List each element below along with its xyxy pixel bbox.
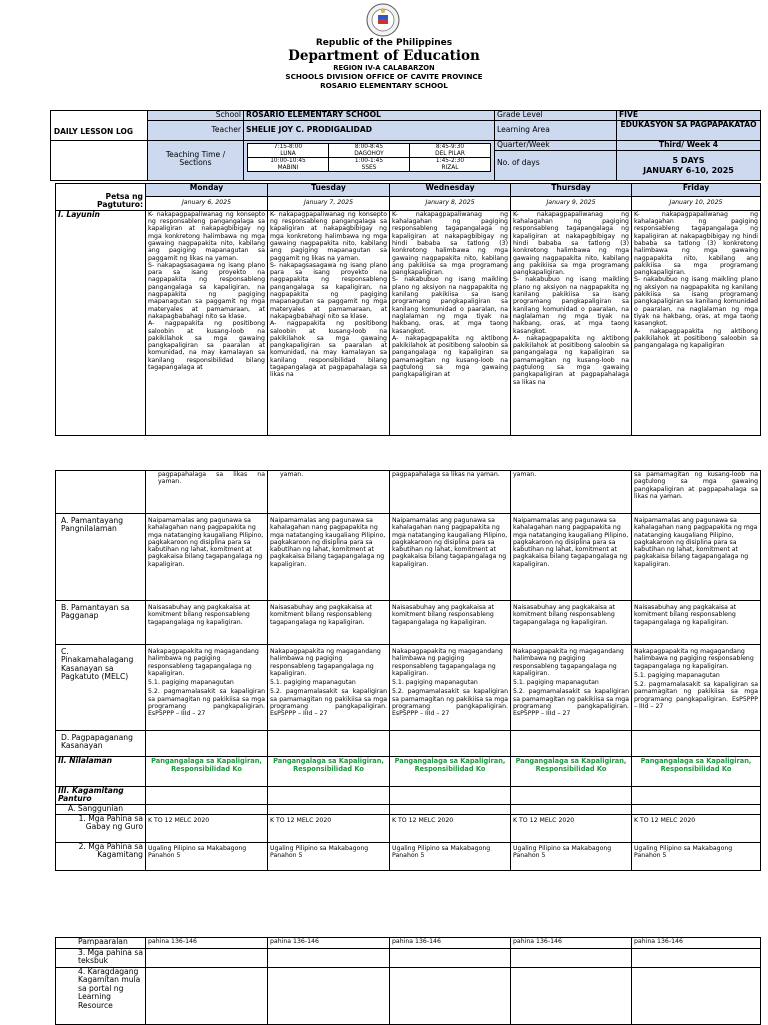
melc-cell	[268, 645, 390, 731]
pagpapaganang-label: D. Pagpapaganang Kasanayan	[56, 731, 146, 757]
department-title: Department of Education	[288, 48, 480, 64]
pahina-monday: pahina 136-146	[146, 938, 268, 949]
sched-time: 10:00-10:45	[270, 158, 306, 164]
nilalaman-wednesday: Pangangalaga sa Kapaligiran, Responsibilidad Ko	[390, 757, 511, 787]
kagamitang-wednesday: Ugaling Pilipino sa Makabagong Panahon 5	[390, 843, 511, 871]
kagamitang-monday: Ugaling Pilipino sa Makabagong Panahon 5	[146, 843, 268, 871]
date-monday: January 6, 2025	[146, 196, 268, 210]
sched-section: RIZAL	[441, 164, 459, 171]
teacher-value: SHELIE JOY C. PRODIGALIDAD	[244, 121, 495, 141]
sched-section: LUNA	[280, 150, 296, 157]
pamantayang-pang-tuesday: Naipamamalas ang pagunawa sa kahalagahan nang pagpapakita ng mga natatanging kaugaliang Pilipino, pagkakaroon ng disiplina para sa kabutihan ng lahat, komitment at pagkakaisa bilang tagapangalaga ng kapaligiran.	[268, 514, 390, 601]
melc-cell	[511, 645, 632, 731]
gabay-tuesday: K TO 12 MELC 2020	[268, 815, 390, 843]
nilalaman-tuesday: Pangangalaga sa Kapaligiran, Responsibilidad Ko	[268, 757, 390, 787]
grade-value: FIVE	[617, 111, 761, 121]
pamantayan-pag-friday: Naisasabuhay ang pagkakaisa at komitment bilang responsableng tagapangalaga ng kapaligiran.	[632, 601, 761, 645]
layunin-friday: K- nakapagpapaliwanag ng kahalagahan ng pagiging responsableng tagapangalaga ng kapaligiran at nakapagbibigay ng hindi bababa sa tatlong (3) konkretong halimbawa ng mga gawaing nagpapakita nito, kabilang ang pakikiisa sa mga programang pangkapaligiran. S- nakabubuo ng isang maikling plano ng aksiyon na nagpapakita ng kanilang pakikiisa sa isang programang pangkapaligiran sa kanilang komunidad o paaralan, na naglalaman ng mga tiyak na hakbang, oras, at mga taong kasangkot. A- nakapagpapakita ng aktibong pakikilahok at positibong saloobin sa pangangalaga ng kapaligiran	[632, 210, 761, 435]
melc-cell	[146, 645, 268, 731]
pamantayang-pang-wednesday: Naipamamalas ang pagunawa sa kahalagahan nang pagpapakita ng mga natatanging kaugaliang Pilipino, pagkakaroon ng disiplina para sa kabutihan ng lahat, komitment at pagkakaisa bilang tagapangalaga ng kapaligiran.	[390, 514, 511, 601]
layunin-thursday: K- nakapagpapaliwanag ng kahalagahan ng pagiging responsableng tagapangalaga ng kapaligiran at nakapagbibigay ng hindi bababa sa tatlong (3) konkretong halimbawa ng mga gawaing nagpapakita nito, kabilang ang pakikiisa sa mga programang pangkapaligiran. S- nakabubuo ng isang maikling plano ng aksiyon na nagpapakita ng kanilang pakikiisa sa isang programang pangkapaligiran sa kanilang komunidad o paaralan, na naglalaman ng mga tiyak na hakbang, oras, at mga taong kasangkot. A- nakapagpapakita ng aktibong pakikilahok at positibong saloobin sa pangangalaga ng kapaligiran sa pamamagitan ng kusang-loob na pagtulong sa mga gawaing pangkapaligiran at pagpapahalaga sa likas na	[511, 210, 632, 435]
republic-text: Republic of the Philippines	[315, 38, 453, 48]
lesson-table-3	[55, 937, 761, 1025]
pamantayang-pang-thursday: Naipamamalas ang pagunawa sa kahalagahan nang pagpapakita ng mga natatanging kaugaliang Pilipino, pagkakaroon ng disiplina para sa kabutihan ng lahat, komitment at pagkakaisa bilang tagapangalaga ng kapaligiran.	[511, 514, 632, 601]
melc-item-1: 5.1. pagiging mapanagutan	[634, 671, 720, 679]
day-friday: Friday	[632, 184, 761, 197]
karagdagang-label: 4. Karagdagang Kagamitan mula sa portal ng Learning Resource	[56, 968, 146, 1025]
school-label: School	[148, 111, 244, 121]
pamantayan-pag-tuesday: Naisasabuhay ang pagkakaisa at komitment bilang responsableng tagapangalaga ng kapaligiran.	[268, 601, 390, 645]
date-tuesday: January 7, 2025	[268, 196, 390, 210]
date-wednesday: January 8, 2025	[390, 196, 511, 210]
day-wednesday: Wednesday	[390, 184, 511, 197]
sched-section: MABINI	[277, 164, 299, 171]
sched-section: SSES	[361, 164, 377, 171]
gabay-friday: K TO 12 MELC 2020	[632, 815, 761, 843]
pahina-friday: pahina 136-146	[632, 938, 761, 949]
nilalaman-thursday: Pangangalaga sa Kapaligiran, Responsibilidad Ko	[511, 757, 632, 787]
layunin-cont-tuesday: yaman.	[268, 471, 390, 514]
sched-time: 7:15-8:00	[273, 144, 303, 150]
sched-time: 1:00-1:45	[354, 158, 384, 164]
day-tuesday: Tuesday	[268, 184, 390, 197]
melc-intro: Nakapagpapakita ng magagandang halimbawa ng pagiging responsableng tagapangalaga ng kapaligiran.	[634, 648, 754, 670]
melc-item-2: 5.2. pagmamalasakit sa kapaligiran sa pamamagitan ng pakikiisa sa mga programang pangkapaligiran. EsP5PPP – IIId – 27	[513, 688, 629, 718]
layunin-tuesday: K- nakapagpapaliwanag ng konsepto ng responsableng pangangalaga sa kapaligiran at nakapagbibigay ng mga konkretong halimbawa ng mga gawaing nagpapakita nito, kabilang ang pagiging mapanagutan sa paggamit ng likas na yaman. S- nakapagsasagawa ng isang plano para sa isang proyekto na nagpapakita ng responsableng pangangalaga sa kapaligiran, na nagpapakita ng pagiging mapanagutan sa paggamit ng mga materyales at pamamaraan, at nakapagbabahagi nito sa klase. A- nagpapakita ng positibong saloobin at kusang-loob na pakikilahok sa mga gawaing pangkapaligiran sa paaralan at komunidad, na may kamalayan sa kanilang responsibilidad bilang tagapangalaga at pagpapahalaga sa likas na	[268, 210, 390, 435]
pahina-thursday: pahina 136-146	[511, 938, 632, 949]
layunin-cont-friday: sa pamamagitan ng kusang-loob na pagtulong sa mga gawaing pangkapaligiran at pagpapahalaga sa likas na yaman.	[632, 471, 761, 514]
date-friday: January 10, 2025	[632, 196, 761, 210]
layunin-cont-monday: pagpapahalaga sa likas na yaman.	[146, 471, 268, 514]
layunin-label: I. Layunin	[56, 210, 146, 435]
gabay-thursday: K TO 12 MELC 2020	[511, 815, 632, 843]
date-thursday: January 9, 2025	[511, 196, 632, 210]
layunin-wednesday: K- nakapagpapaliwanag ng kahalagahan ng pagiging responsableng tagapangalaga ng kapaligiran at nakapagbibigay ng hindi bababa sa tatlong (3) konkretong halimbawa ng mga gawaing nagpapakita nito, kabilang ang pakikiisa sa mga programang pangkapaligiran. S- nakabubuo ng isang maikling plano ng aksiyon na nagpapakita ng kanilang pakikiisa sa isang programang pangkapaligiran sa kanilang komunidad o paaralan, na naglalaman ng mga tiyak na hakbang, oras, at mga taong kasangkot. A- nakapagpapakita ng aktibong pakikilahok at positibong saloobin sa pangangalaga ng kapaligiran sa pamamagitan ng kusang-loob na pagtulong sa mga gawaing pangkapaligiran at	[390, 210, 511, 435]
day-thursday: Thursday	[511, 184, 632, 197]
time-label: Teaching Time / Sections	[148, 141, 244, 181]
melc-cell	[632, 645, 761, 731]
quarter-value: Third/ Week 4	[617, 141, 761, 151]
melc-intro: Nakapagpapakita ng magagandang halimbawa ng pagiging responsableng tagapangalaga ng kapaligiran.	[392, 648, 503, 677]
kagamitang-thursday: Ugaling Pilipino sa Makabagong Panahon 5	[511, 843, 632, 871]
kagamitan-label: III. Kagamitang Panturo	[56, 787, 146, 805]
melc-item-1: 5.1. pagiging mapanagutan	[148, 679, 234, 687]
sched-time: 1:45-2:30	[435, 158, 465, 164]
days-value: 5 DAYS	[672, 156, 705, 165]
lesson-table-2	[55, 470, 761, 871]
melc-cell	[390, 645, 511, 731]
gabay-wednesday: K TO 12 MELC 2020	[390, 815, 511, 843]
pampaaralan-label: Pampaaralan	[56, 938, 146, 949]
days-label: No. of days	[495, 151, 617, 181]
pahina-tuesday: pahina 136-146	[268, 938, 390, 949]
sanggunian-label: A. Sanggunian	[56, 805, 146, 815]
kagamitang-tuesday: Ugaling Pilipino sa Makabagong Panahon 5	[268, 843, 390, 871]
lesson-table-1	[55, 183, 761, 436]
pamantayan-pag-wednesday: Naisasabuhay ang pagkakaisa at komitment bilang responsableng tagapangalaga ng kapaligiran.	[390, 601, 511, 645]
nilalaman-friday: Pangangalaga sa Kapaligiran, Responsibilidad Ko	[632, 757, 761, 787]
nilalaman-label: II. Nilalaman	[56, 757, 146, 787]
pamantayan-pag-thursday: Naisasabuhay ang pagkakaisa at komitment bilang responsableng tagapangalaga ng kapaligiran.	[511, 601, 632, 645]
melc-item-2: 5.2. pagmamalasakit sa kapaligiran sa pamamagitan ng pakikiisa sa mga programang pangkapaligiran. EsP5PPP – IIId – 27	[148, 688, 265, 718]
nilalaman-monday: Pangangalaga sa Kapaligiran, Responsibilidad Ko	[146, 757, 268, 787]
pamantayan-pag-monday: Naisasabuhay ang pagkakaisa at komitment bilang responsableng tagapangalaga ng kapaligiran.	[146, 601, 268, 645]
melc-item-1: 5.1. pagiging mapanagutan	[270, 679, 356, 687]
area-label: Learning Area	[495, 121, 617, 141]
melc-intro: Nakapagpapakita ng magagandang halimbawa ng pagiging responsableng tagapangalaga ng kapaligiran.	[270, 648, 381, 677]
melc-item-2: 5.2. pagmamalasakit sa kapaligiran sa pamamagitan ng pakikiisa sa mga programang pangkapaligiran. EsP5PPP – IIId – 27	[392, 688, 508, 718]
deped-seal-icon	[359, 3, 407, 37]
sched-section: DEL PILAR	[435, 150, 465, 157]
info-table	[50, 110, 761, 181]
sched-section: DAGOHOY	[354, 150, 384, 157]
day-monday: Monday	[146, 184, 268, 197]
sched-time: 8:00-8:45	[354, 144, 384, 150]
teksbuk-label: 3. Mga pahina sa teksbuk	[56, 949, 146, 968]
schedule-table	[247, 143, 491, 172]
school-value: ROSARIO ELEMENTARY SCHOOL	[244, 111, 495, 121]
melc-item-1: 5.1. pagiging mapanagutan	[392, 679, 478, 687]
school-header-text: ROSARIO ELEMENTARY SCHOOL	[320, 81, 448, 90]
layunin-cont-thursday: yaman.	[511, 471, 632, 514]
melc-label: C. Pinakamahalagang Kasanayan sa Pagkatuto (MELC)	[56, 645, 146, 731]
dates-value: JANUARY 6-10, 2025	[643, 165, 734, 175]
pamantayang-pang-monday: Naipamamalas ang pagunawa sa kahalagahan nang pagpapakita ng mga natatanging kaugaliang Pilipino, pagkakaroon ng disiplina para sa kabutihan ng lahat, komitment at pagkakaisa bilang tagapangalaga ng kapaligiran.	[146, 514, 268, 601]
region-text: REGION IV-A CALABARZON	[333, 64, 435, 72]
pahina-wednesday: pahina 136-146	[390, 938, 511, 949]
melc-intro: Nakapagpapakita ng magagandang halimbawa ng pagiging responsableng tagapangalaga ng kapaligiran.	[148, 648, 259, 677]
kagamitang-friday: Ugaling Pilipino sa Makabagong Panahon 5	[632, 843, 761, 871]
quarter-label: Quarter/Week	[495, 141, 617, 151]
pamantayang-pangnilalaman-label: A. Pamantayang Pangnilalaman	[56, 514, 146, 601]
area-value: EDUKASYON SA PAGPAPAKATAO	[617, 121, 761, 141]
grade-label: Grade Level	[495, 111, 617, 121]
sched-time: 8:45-9:30	[435, 144, 465, 150]
melc-item-2: 5.2. pagmamalasakit sa kapaligiran sa pamamagitan ng pakikiisa sa mga programang pangkapaligiran. EsP5PPP – IIId – 27	[270, 688, 387, 718]
melc-intro: Nakapagpapakita ng magagandang halimbawa ng pagiging responsableng tagapangalaga ng kapaligiran.	[513, 648, 624, 677]
layunin-monday: K- nakapagpapaliwanag ng konsepto ng responsableng pangangalaga sa kapaligiran at nakapagbibigay ng mga konkretong halimbawa ng mga gawaing nagpapakita nito, kabilang ang pagiging mapanagutan sa paggamit ng likas na yaman. S- nakapagsasagawa ng isang plano para sa isang proyekto na nagpapakita ng responsableng pangangalaga sa kapaligiran, na nagpapakita ng pagiging mapanagutan sa paggamit ng mga materyales at pamamaraan, at nakapagbabahagi nito sa klase. A- nagpapakita ng positibong saloobin at kusang-loob na pakikilahok sa mga gawaing pangkapaligiran sa paaralan at komunidad, na may kamalayan sa kanilang responsibilidad bilang tagapangalaga at	[146, 210, 268, 435]
gabay-monday: K TO 12 MELC 2020	[146, 815, 268, 843]
layunin-cont-wednesday: pagpapahalaga sa likas na yaman.	[390, 471, 511, 514]
melc-item-2: 5.2. pagmamalasakit sa kapaligiran sa pamamagitan ng pakikiisa sa mga programang pangkapaligiran. EsP5PPP – IIId – 27	[634, 681, 758, 711]
division-text: SCHOOLS DIVISION OFFICE OF CAVITE PROVINCE	[285, 72, 483, 81]
pamantayan-pagganap-label: B. Pamantayan sa Pagganap	[56, 601, 146, 645]
petsa-label: Petsa ng Pagtuturo:	[56, 184, 146, 211]
kagamitang-label: 2. Mga Pahina sa Kagamitang	[56, 843, 146, 871]
melc-item-1: 5.1. pagiging mapanagutan	[513, 679, 599, 687]
pamantayang-pang-friday: Naipamamalas ang pagunawa sa kahalagahan nang pagpapakita ng mga natatanging kaugaliang Pilipino, pagkakaroon ng disiplina para sa kabutihan ng lahat, komitment at pagkakaisa bilang tagapangalaga ng kapaligiran.	[632, 514, 761, 601]
teacher-label: Teacher	[148, 121, 244, 141]
gabay-label: 1. Mga Pahina sa Gabay ng Guro	[56, 815, 146, 843]
dll-label: DAILY LESSON LOG	[51, 111, 148, 141]
